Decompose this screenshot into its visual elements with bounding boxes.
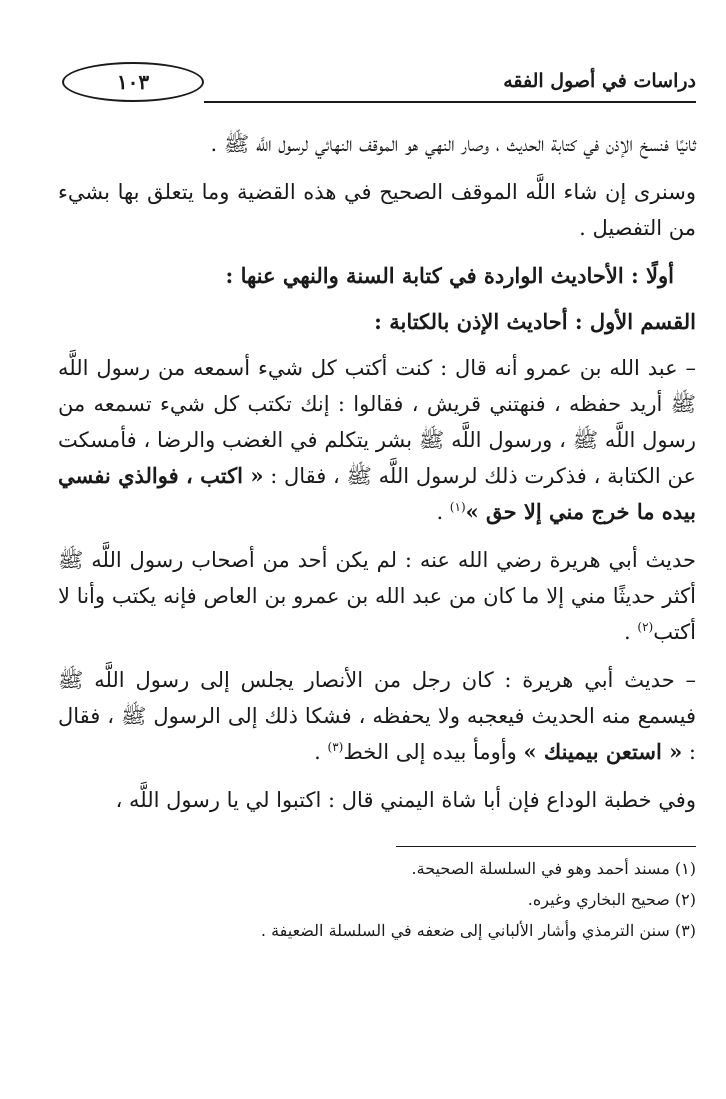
paragraph-farewell-sermon: وفي خطبة الوداع فإن أبا شاة اليمني قال : اكتبوا لي يا رسول اللَّه ، (115, 788, 696, 812)
footnote-item: (١) مسند أحمد وهو في السلسلة الصحيحة. (411, 859, 696, 878)
header-rule (204, 101, 696, 103)
book-page (58, 62, 696, 946)
paragraph-abrogation: ثانيًا فنسخ الإذن في كتابة الحديث ، وصار النهي هو الموقف النهائي لرسول اللَّه ﷺ . (210, 132, 696, 156)
footnote-item: (٣) سنن الترمذي وأشار الألباني إلى ضعفه في السلسلة الضعيفة . (260, 921, 696, 940)
hadith-text-after: وأومأ بيده إلى الخط (343, 740, 524, 764)
footnote-ref: (١) (449, 500, 466, 514)
page-header (58, 62, 696, 108)
sentence-end: . (314, 740, 328, 764)
footnote-ref: (٢) (637, 620, 654, 634)
hadith-text: – عبد الله بن عمرو أنه قال : كنت أكتب كل شيء أسمعه من رسول اللَّه ﷺ أريد حفظه ، فنهتني قريش ، فقالوا : إنك تكتب كل شيء تسمعه من رسول اللَّه ﷺ ، ورسول اللَّه ﷺ بشر يتكلم في الغضب والرضا ، فأمسكت عن الكتابة ، فذكرت ذلك لرسول اللَّه ﷺ ، فقال : (58, 356, 696, 488)
hadith-quote: « اكتب ، فوالذي نفسي بيده ما خرج مني إلا حق » (58, 463, 696, 524)
footnotes (58, 853, 696, 946)
running-title: دراسات في أصول الفقه (503, 70, 696, 92)
paragraph-hadith-abu-hurayra-1 (58, 542, 696, 650)
hadith-quote: « استعن بيمينك » (523, 739, 683, 764)
footnote-ref: (٣) (327, 740, 344, 754)
hadith-text: – حديث أبي هريرة : كان رجل من الأنصار يجلس إلى رسول اللَّه ﷺ فيسمع منه الحديث فيعجبه ولا يحفظه ، فشكا ذلك إلى الرسول ﷺ ، فقال : (58, 668, 696, 764)
sentence-end: . (436, 500, 450, 524)
page-number: ١٠٣ (62, 62, 204, 102)
paragraph-hadith-abu-hurayra-2 (58, 662, 696, 770)
section-heading: أولًا : الأحاديث الواردة في كتابة السنة والنهي عنها : (225, 263, 674, 288)
subsection-heading: القسم الأول : أحاديث الإذن بالكتابة : (374, 309, 696, 334)
sentence-end: . (624, 620, 638, 644)
page-body (58, 126, 696, 818)
paragraph-hadith-abdullah (58, 350, 696, 530)
hadith-text: حديث أبي هريرة رضي الله عنه : لم يكن أحد من أصحاب رسول اللَّه ﷺ أكثر حديثًا مني إلا ما كان من عبد الله بن عمرو بن العاص فإنه يكتب وأنا لا أكتب (58, 548, 696, 644)
footnote-item: (٢) صحيح البخاري وغيره. (527, 890, 696, 909)
footnote-separator (396, 846, 696, 847)
paragraph-intro: وسنرى إن شاء اللَّه الموقف الصحيح في هذه القضية وما يتعلق بها بشيء من التفصيل . (58, 180, 696, 240)
